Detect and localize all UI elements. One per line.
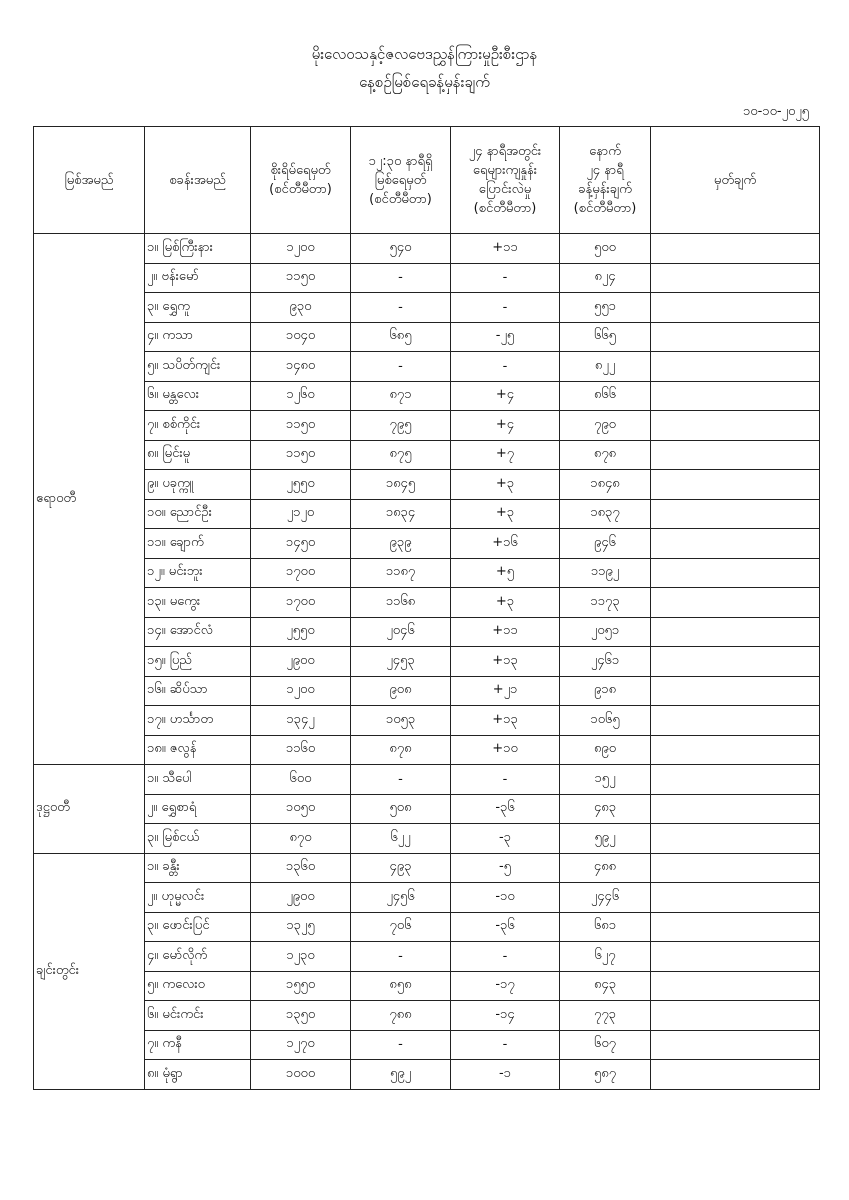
station-cell: ၁၇။ ဟင်္သာတ	[145, 706, 251, 736]
change-cell: +၅	[451, 558, 560, 588]
remark-cell	[651, 1001, 820, 1031]
table-row	[34, 234, 820, 264]
header-row	[34, 127, 820, 234]
col-header-forecast: နောက် ၂၄ နာရီ ခန့်မှန်းချက် (စင်တီမီတာ)	[560, 127, 651, 234]
station-cell: ၁၁။ ချောက်	[145, 529, 251, 559]
forecast-cell: ၄၈၃	[560, 794, 651, 824]
remark-cell	[651, 735, 820, 765]
station-cell: ၁။ သီပေါ	[145, 765, 251, 795]
remark-cell	[651, 558, 820, 588]
remark-cell	[651, 499, 820, 529]
current-level-cell: -	[351, 263, 451, 293]
forecast-cell: ၈၄၃	[560, 971, 651, 1001]
change-cell: -၁	[451, 1060, 560, 1090]
current-level-cell: ၁၁၆၈	[351, 588, 451, 618]
river-name-cell: ဒုဋ္ဌဝတီ	[34, 765, 145, 854]
table-row	[34, 1060, 820, 1090]
col-header-current-level: ၁၂:၃၀ နာရီရှိ မြစ်ရေမှတ် (စင်တီမီတာ)	[351, 127, 451, 234]
change-cell: -၁၄	[451, 1001, 560, 1031]
change-cell: -၁၀	[451, 883, 560, 913]
forecast-cell: ၆၂၇	[560, 942, 651, 972]
forecast-cell: ၁၀၆၅	[560, 706, 651, 736]
report-date: ၁၀-၁၀-၂၀၂၅	[742, 104, 809, 119]
table-row	[34, 1030, 820, 1060]
danger-level-cell: ၁၁၅၀	[251, 440, 351, 470]
remark-cell	[651, 588, 820, 618]
remark-cell	[651, 794, 820, 824]
danger-level-cell: ၁၂၀၀	[251, 676, 351, 706]
current-level-cell: ၉၃၉	[351, 529, 451, 559]
forecast-cell: ၇၇၃	[560, 1001, 651, 1031]
danger-level-cell: ၁၀၄၀	[251, 322, 351, 352]
page-title: မိုးလေဝသနှင့်ဇလဗေဒညွှန်ကြားမှုဦးစီးဌာန	[311, 45, 538, 63]
danger-level-cell: ၂၉၀၀	[251, 647, 351, 677]
current-level-cell: ၄၉၃	[351, 853, 451, 883]
station-cell: ၁။ မြစ်ကြီးနား	[145, 234, 251, 264]
table-row	[34, 529, 820, 559]
remark-cell	[651, 853, 820, 883]
table-row	[34, 706, 820, 736]
current-level-cell: ၅၀၈	[351, 794, 451, 824]
remark-cell	[651, 647, 820, 677]
forecast-cell: ၁၈၃၇	[560, 499, 651, 529]
station-cell: ၁။ ခန္တီး	[145, 853, 251, 883]
col-header-danger-level: စိုးရိမ်ရေမှတ် (စင်တီမီတာ)	[251, 127, 351, 234]
table-row	[34, 499, 820, 529]
remark-cell	[651, 529, 820, 559]
station-cell: ၇။ ကနီ	[145, 1030, 251, 1060]
table-row	[34, 263, 820, 293]
danger-level-cell: ၁၂၀၀	[251, 234, 351, 264]
river-name-cell: ချင်းတွင်း	[34, 853, 145, 1089]
table-row	[34, 293, 820, 323]
station-cell: ၁၂။ မင်းဘူး	[145, 558, 251, 588]
river-forecast-table	[33, 126, 820, 1090]
change-cell: -၂၅	[451, 322, 560, 352]
current-level-cell: ၈၅၈	[351, 971, 451, 1001]
danger-level-cell: ၈၇၀	[251, 824, 351, 854]
table-body	[34, 234, 820, 1090]
table-row	[34, 735, 820, 765]
col-header-station: စခန်းအမည်	[145, 127, 251, 234]
change-cell: +၃	[451, 499, 560, 529]
forecast-cell: ၆၈၁	[560, 912, 651, 942]
forecast-cell: ၈၂၄	[560, 263, 651, 293]
station-cell: ၂။ ဟုမ္မလင်း	[145, 883, 251, 913]
change-cell: -	[451, 765, 560, 795]
forecast-cell: ၅၈၇	[560, 1060, 651, 1090]
danger-level-cell: ၁၁၆၀	[251, 735, 351, 765]
table-row	[34, 765, 820, 795]
change-cell: -၅	[451, 853, 560, 883]
current-level-cell: ၇၉၅	[351, 411, 451, 441]
change-cell: +၃	[451, 588, 560, 618]
station-cell: ၁၃။ မကွေး	[145, 588, 251, 618]
page-subtitle: နေ့စဉ်မြစ်ရေခန့်မှန်းချက်	[359, 73, 490, 91]
remark-cell	[651, 411, 820, 441]
current-level-cell: ၁၁၈၇	[351, 558, 451, 588]
table-row	[34, 322, 820, 352]
col-header-remark: မှတ်ချက်	[651, 127, 820, 234]
danger-level-cell: ၁၀၅၀	[251, 794, 351, 824]
change-cell: -	[451, 1030, 560, 1060]
remark-cell	[651, 971, 820, 1001]
current-level-cell: -	[351, 765, 451, 795]
remark-cell	[651, 263, 820, 293]
forecast-cell: ၅၅၁	[560, 293, 651, 323]
forecast-cell: ၈၆၆	[560, 381, 651, 411]
forecast-cell: ၁၁၉၂	[560, 558, 651, 588]
danger-level-cell: ၁၂၇၀	[251, 1030, 351, 1060]
current-level-cell: ၉၀၈	[351, 676, 451, 706]
forecast-cell: ၁၈၄၈	[560, 470, 651, 500]
danger-level-cell: ၁၂၆၀	[251, 381, 351, 411]
table-row	[34, 381, 820, 411]
change-cell: +၂၁	[451, 676, 560, 706]
danger-level-cell: ၁၁၅၀	[251, 263, 351, 293]
forecast-cell: ၂၀၅၁	[560, 617, 651, 647]
station-cell: ၅။ သပိတ်ကျင်း	[145, 352, 251, 382]
remark-cell	[651, 1030, 820, 1060]
station-cell: ၈။ မြင်းမူ	[145, 440, 251, 470]
change-cell: -	[451, 293, 560, 323]
change-cell: +၄	[451, 411, 560, 441]
change-cell: +၁၁	[451, 617, 560, 647]
table-row	[34, 971, 820, 1001]
forecast-cell: ၅၉၂	[560, 824, 651, 854]
forecast-cell: ၂၄၆၁	[560, 647, 651, 677]
remark-cell	[651, 293, 820, 323]
change-cell: -	[451, 352, 560, 382]
current-level-cell: ၆၈၅	[351, 322, 451, 352]
station-cell: ၃။ ဖောင်းပြင်	[145, 912, 251, 942]
change-cell: -၃	[451, 824, 560, 854]
danger-level-cell: ၆၀၀	[251, 765, 351, 795]
current-level-cell: ၈၇၅	[351, 440, 451, 470]
remark-cell	[651, 322, 820, 352]
current-level-cell: ၁၈၃၄	[351, 499, 451, 529]
station-cell: ၂။ ဗန်းမော်	[145, 263, 251, 293]
danger-level-cell: ၁၀၀၀	[251, 1060, 351, 1090]
remark-cell	[651, 352, 820, 382]
station-cell: ၅။ ကလေးဝ	[145, 971, 251, 1001]
table-row	[34, 617, 820, 647]
forecast-cell: ၁၅၂	[560, 765, 651, 795]
danger-level-cell: ၁၄၈၀	[251, 352, 351, 382]
change-cell: -၃၆	[451, 794, 560, 824]
table-row	[34, 853, 820, 883]
table-row	[34, 794, 820, 824]
remark-cell	[651, 912, 820, 942]
forecast-cell: ၉၄၆	[560, 529, 651, 559]
remark-cell	[651, 470, 820, 500]
table-row	[34, 1001, 820, 1031]
table-row	[34, 647, 820, 677]
station-cell: ၃။ မြစ်ငယ်	[145, 824, 251, 854]
current-level-cell: -	[351, 293, 451, 323]
remark-cell	[651, 1060, 820, 1090]
current-level-cell: ၅၉၂	[351, 1060, 451, 1090]
current-level-cell: -	[351, 942, 451, 972]
remark-cell	[651, 942, 820, 972]
station-cell: ၃။ ရွှေကူ	[145, 293, 251, 323]
change-cell: +၃	[451, 470, 560, 500]
station-cell: ၆။ မန္တလေး	[145, 381, 251, 411]
col-header-river: မြစ်အမည်	[34, 127, 145, 234]
danger-level-cell: ၁၇၀၀	[251, 588, 351, 618]
remark-cell	[651, 381, 820, 411]
change-cell: -	[451, 263, 560, 293]
station-cell: ၈။ မုံရွာ	[145, 1060, 251, 1090]
table-row	[34, 942, 820, 972]
station-cell: ၁၅။ ပြည်	[145, 647, 251, 677]
current-level-cell: ၆၂၂	[351, 824, 451, 854]
change-cell: -၃၆	[451, 912, 560, 942]
change-cell: +၁၀	[451, 735, 560, 765]
forecast-cell: ၈၂၂	[560, 352, 651, 382]
forecast-cell: ၁၁၇၃	[560, 588, 651, 618]
forecast-cell: ၅၀၀	[560, 234, 651, 264]
table-row	[34, 352, 820, 382]
forecast-cell: ၂၄၄၆	[560, 883, 651, 913]
station-cell: ၆။ မင်းကင်း	[145, 1001, 251, 1031]
table-row	[34, 912, 820, 942]
col-header-change: ၂၄ နာရီအတွင်း ရေများကျနှုန်း ပြောင်းလဲမှု (စင်တီမီတာ)	[451, 127, 560, 234]
table-row	[34, 676, 820, 706]
current-level-cell: ၁၀၅၃	[351, 706, 451, 736]
current-level-cell: ၂၀၄၆	[351, 617, 451, 647]
table-row	[34, 440, 820, 470]
change-cell: +၁၃	[451, 647, 560, 677]
change-cell: +၁၆	[451, 529, 560, 559]
remark-cell	[651, 706, 820, 736]
change-cell: +၇	[451, 440, 560, 470]
table-row	[34, 883, 820, 913]
change-cell: +၁၃	[451, 706, 560, 736]
station-cell: ၄။ မော်လိုက်	[145, 942, 251, 972]
danger-level-cell: ၁၅၅၀	[251, 971, 351, 1001]
current-level-cell: -	[351, 352, 451, 382]
table-row	[34, 588, 820, 618]
table-row	[34, 470, 820, 500]
forecast-cell: ၄၈၈	[560, 853, 651, 883]
station-cell: ၁၈။ ဇလွန်	[145, 735, 251, 765]
change-cell: +၄	[451, 381, 560, 411]
danger-level-cell: ၂၉၀၀	[251, 883, 351, 913]
station-cell: ၂။ ရွှေစာရံ	[145, 794, 251, 824]
danger-level-cell: ၁၃၅၀	[251, 1001, 351, 1031]
station-cell: ၁၄။ အောင်လံ	[145, 617, 251, 647]
danger-level-cell: ၁၄၅၀	[251, 529, 351, 559]
remark-cell	[651, 765, 820, 795]
danger-level-cell: ၁၁၅၀	[251, 411, 351, 441]
current-level-cell: ၂၄၅၆	[351, 883, 451, 913]
danger-level-cell: ၁၇၀၀	[251, 558, 351, 588]
remark-cell	[651, 440, 820, 470]
danger-level-cell: ၂၁၂၀	[251, 499, 351, 529]
change-cell: -	[451, 942, 560, 972]
danger-level-cell: ၁၃၆၀	[251, 853, 351, 883]
station-cell: ၁၆။ ဆိပ်သာ	[145, 676, 251, 706]
current-level-cell: ၂၄၅၃	[351, 647, 451, 677]
forecast-cell: ၉၁၈	[560, 676, 651, 706]
forecast-cell: ၆၀၇	[560, 1030, 651, 1060]
table-row	[34, 411, 820, 441]
remark-cell	[651, 883, 820, 913]
danger-level-cell: ၂၅၅၀	[251, 470, 351, 500]
remark-cell	[651, 617, 820, 647]
danger-level-cell: ၉၃၀	[251, 293, 351, 323]
current-level-cell: -	[351, 1030, 451, 1060]
current-level-cell: ၈၇၁	[351, 381, 451, 411]
current-level-cell: ၈၇၈	[351, 735, 451, 765]
danger-level-cell: ၁၃၂၅	[251, 912, 351, 942]
station-cell: ၇။ စစ်ကိုင်း	[145, 411, 251, 441]
current-level-cell: ၅၄၀	[351, 234, 451, 264]
river-name-cell: ဧရာဝတီ	[34, 234, 145, 765]
remark-cell	[651, 234, 820, 264]
station-cell: ၄။ ကသာ	[145, 322, 251, 352]
station-cell: ၁၀။ ညောင်ဦး	[145, 499, 251, 529]
forecast-cell: ၈၉၀	[560, 735, 651, 765]
change-cell: -၁၇	[451, 971, 560, 1001]
change-cell: +၁၁	[451, 234, 560, 264]
forecast-cell: ၆၆၅	[560, 322, 651, 352]
forecast-cell: ၇၉၀	[560, 411, 651, 441]
danger-level-cell: ၁၂၃၀	[251, 942, 351, 972]
forecast-cell: ၈၇၈	[560, 440, 651, 470]
danger-level-cell: ၂၅၅၀	[251, 617, 351, 647]
table-row	[34, 824, 820, 854]
current-level-cell: ၁၈၄၅	[351, 470, 451, 500]
remark-cell	[651, 676, 820, 706]
danger-level-cell: ၁၃၄၂	[251, 706, 351, 736]
current-level-cell: ၇၀၆	[351, 912, 451, 942]
current-level-cell: ၇၈၈	[351, 1001, 451, 1031]
table-row	[34, 558, 820, 588]
remark-cell	[651, 824, 820, 854]
station-cell: ၉။ ပခုက္ကူ	[145, 470, 251, 500]
